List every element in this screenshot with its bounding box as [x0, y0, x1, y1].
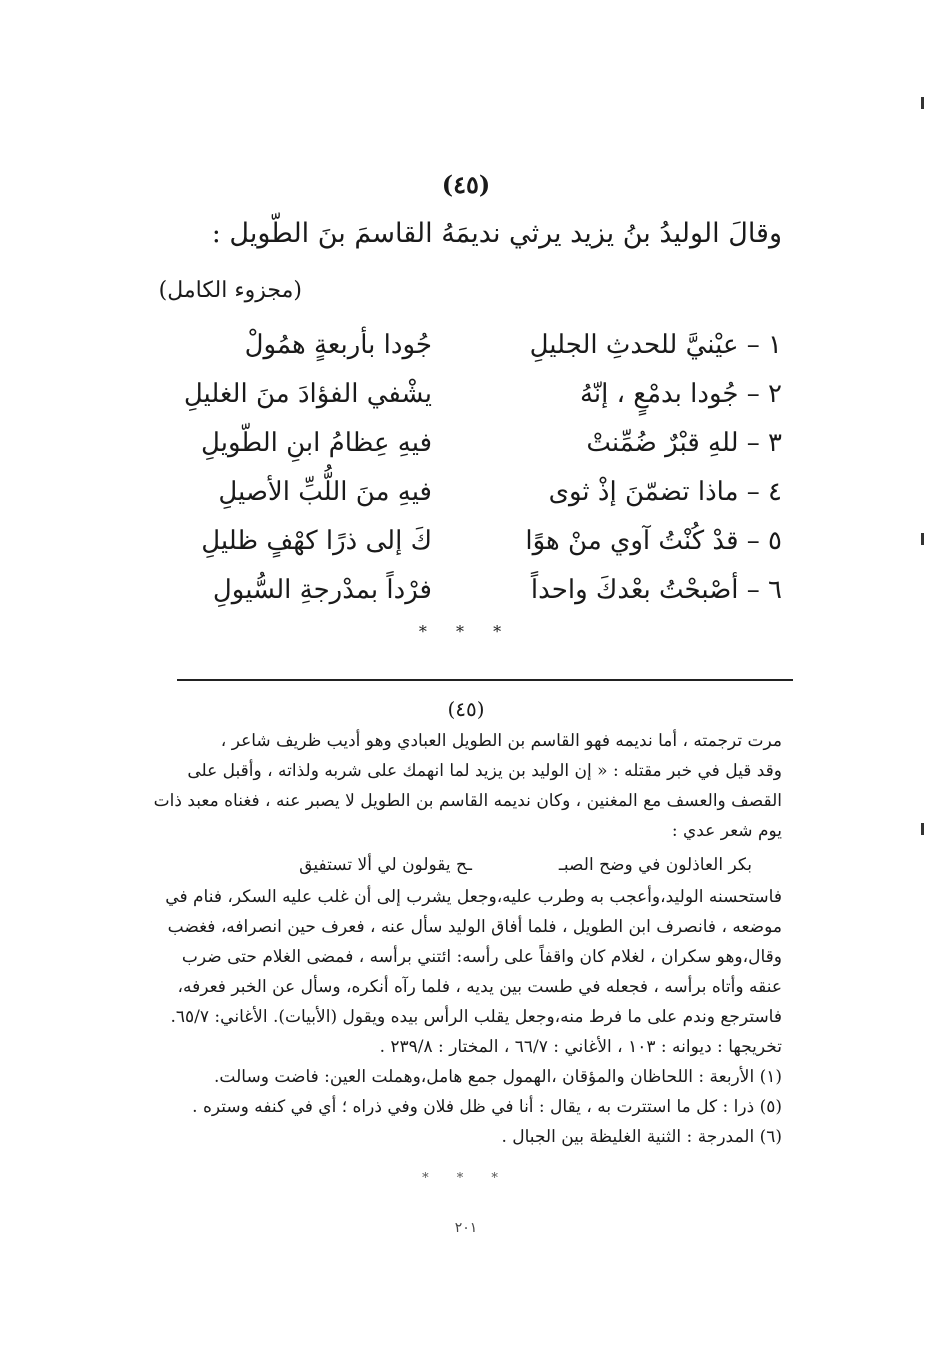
- note-line: (٦) المدرجة : الثنية الغليظة بين الجبال .: [501, 1127, 782, 1147]
- note-line: (١) الأربعة : اللحاظان والمؤقان ،الهمول جمع هامل،وهملت العين: فاضت وسالت.: [214, 1067, 782, 1087]
- separator-stars: * * *: [418, 622, 514, 641]
- note-line: وقد قيل في خبر مقتله : « إن الوليد بن يزيد لما انهمك على شربه ولذاته ، وأقبل على: [187, 761, 782, 781]
- verse-6-first: ٦ – أصْبحْتُ بعْدكَ واحداً: [530, 575, 782, 605]
- verse-5-second: كَ إلى ذرًا كهْفٍ ظليلِ: [201, 526, 432, 556]
- verse-2-second: يشْفي الفؤادَ منَ الغليلِ: [183, 379, 432, 409]
- verse-1-first: ١ – عيْنيَّ للحدثِ الجليلِ: [529, 330, 782, 360]
- note-line: مرت ترجمته ، أما نديمه فهو القاسم بن الطويل العبادي وهو أديب ظريف شاعر ،: [220, 731, 782, 751]
- meter-label: (مجزوء الكامل): [158, 278, 302, 303]
- margin-mark: [921, 97, 924, 109]
- note-line: القصف والعسف مع المغنين ، وكان نديمه القاسم بن الطويل لا يصبر عنه ، فغناه معبد ذات: [153, 791, 782, 811]
- intro-line: وقالَ الوليدُ بنُ يزيد يرثي نديمَهُ القاسمَ بنَ الطّويل :: [211, 218, 782, 249]
- verse-5-first: ٥ – قدْ كُنْتُ آوي منْ هوًا: [525, 526, 782, 556]
- verse-3-second: فيهِ عِظامُ ابنِ الطّويلِ: [201, 428, 432, 458]
- margin-mark: [921, 823, 924, 835]
- note-line: عنقه وأتاه برأسه ، فجعله في طست بين يديه ، فلما رآه أنكره، وسأل عن الخبر فعرفه،: [177, 977, 782, 997]
- verse-6-second: فرْداً بمدْرجةِ السُّيولِ: [212, 575, 432, 605]
- note-line: يوم شعر عدي :: [671, 821, 782, 841]
- note-line: فاسترجع وندم على ما فرط منه،وجعل يقلب الرأس بيده ويقول (الأبيات). الأغاني: ٦٥/٧.: [170, 1007, 782, 1027]
- verse-1-second: جُودا بأربعةٍ همُولْ: [244, 330, 432, 360]
- separator-stars-small: * * *: [422, 1171, 510, 1186]
- verse-4-first: ٤ – ماذا تضمّنَ إذْ ثوى: [548, 477, 782, 507]
- footnote-rule: [177, 679, 793, 681]
- verse-2-first: ٢ – جُودا بدمْعٍ ، إنّهُ: [579, 379, 782, 409]
- poem-title: (٤٥): [441, 170, 491, 199]
- margin-mark: [921, 533, 924, 545]
- quoted-verse-second: ـح يقولون لي ألا تستفيق: [299, 855, 472, 875]
- quoted-verse-first: بكر العاذلون في وضح الصبـ: [558, 855, 752, 875]
- page-number: ٢٠١: [454, 1220, 478, 1236]
- note-line: تخريجها : ديوانه : ١٠٣ ، الأغاني : ٦٦/٧ ، المختار : ٢٣٩/٨ .: [379, 1037, 782, 1057]
- verse-4-second: فيهِ منَ اللُّبِّ الأصيلِ: [218, 477, 432, 507]
- verse-3-first: ٣ – للهِ قبْرٌ ضُمِّنتْ: [586, 428, 782, 458]
- note-line: (٥) ذرا : كل ما استترت به ، يقال : أنا في ظل فلان وفي ذراه ؛ أي في كنفه وستره .: [192, 1097, 782, 1117]
- note-line: وقال،وهو سكران ، لغلام كان واقفاً على رأسه: ائتني برأسه ، فمضى الغلام حتى ضرب: [181, 947, 782, 967]
- note-line: فاستحسنه الوليد،وأعجب به وطرب عليه،وجعل يشرب إلى أن غلب عليه السكر، فنام في: [165, 887, 782, 907]
- notes-title: (٤٥): [447, 697, 485, 721]
- note-line: موضعه ، فانصرف ابن الطويل ، فلما أفاق الوليد سأل عنه ، فعرف حين انصرافه، فغضب: [167, 917, 782, 937]
